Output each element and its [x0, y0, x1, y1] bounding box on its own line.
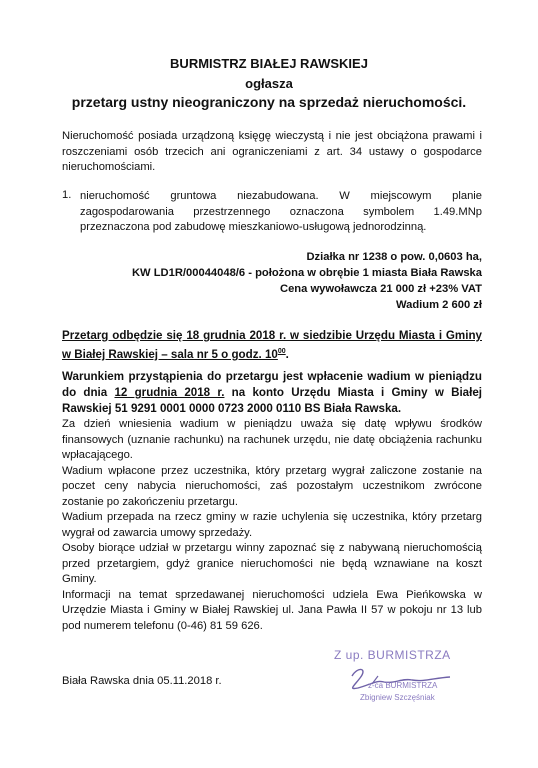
header-title: przetarg ustny nieograniczony na sprzedaż nieruchomości. [71, 94, 467, 110]
item-number: 1. [62, 189, 72, 201]
paragraph: Wadium wpłacone przez uczestnika, który przetarg wygrał zaliczone zostanie na poczet ceny nabycia nieruchomości, zaś pozostałym uczestnikom zwrócone zostanie po zakończeniu przetargu. [62, 464, 482, 508]
auction-info [62, 328, 482, 363]
item-description: nieruchomość gruntowa niezabudowana. W miejscowym planie zagospodarowania przestrzennego oznaczona symbolem 1.49.MNp przeznaczona pod zabudowę mieszkaniowo-usługową jednorodzinną. [80, 190, 482, 233]
deposit-condition [62, 369, 482, 417]
deposit-account: na konto Urzędu Miasta i Gminy w Białej Rawskiej 51 9291 0001 0000 0723 2000 0110 BS Biała Rawska. [62, 386, 482, 415]
signature-stamp [318, 648, 478, 728]
plot-detail: Działka nr 1238 o pow. 0,0603 ha, [306, 251, 482, 263]
deposit-deadline: 12 grudnia 2018 r. [114, 386, 225, 399]
deposit-amount: Wadium 2 600 zł [395, 299, 482, 311]
land-register-detail: KW LD1R/00044048/6 - położona w obrębie 1 miasta Biała Rawska [131, 267, 482, 279]
place-date: Biała Rawska dnia 05.11.2018 r. [62, 675, 222, 687]
stamp-name: Zbigniew Szczęśniak [360, 693, 435, 702]
starting-price: Cena wywoławcza 21 000 zł +23% VAT [280, 283, 482, 295]
stamp-title: Z up. BURMISTRZA [334, 648, 451, 662]
header-announces: ogłasza [245, 76, 293, 91]
auction-time-sup: 00 [277, 348, 286, 355]
header-authority: BURMISTRZ BIAŁEJ RAWSKIEJ [170, 56, 368, 71]
paragraph: Osoby biorące udział w przetargu winny zapoznać się z nabywaną nieruchomością przed przetargiem, gdyż granice nieruchomości nie będą wznawiane na koszt Gminy. [62, 542, 482, 585]
deposit-condition-text: Warunkiem przystąpienia do przetargu jest wpłacenie wadium w pieniądzu do dnia [62, 370, 482, 399]
auction-info-end: . [285, 347, 289, 361]
auction-info-text: Przetarg odbędzie się 18 grudnia 2018 r. w siedzibie Urzędu Miasta i Gminy w Białej Rawskiej – sala nr 5 o godz. 10 [62, 329, 482, 361]
paragraph: Za dzień wniesienia wadium w pieniądzu uważa się datę wpływu środków finansowych (uznanie rachunku) na rachunek urzędu, nie datę obciążenia rachunku wpłacającego. [62, 418, 482, 461]
intro-paragraph: Nieruchomość posiada urządzoną księgę wieczystą i nie jest obciążona prawami i roszczeniami osób trzecich ani ograniczeniami z art. 34 ustawy o gospodarce nieruchomościami. [62, 130, 482, 173]
stamp-role: z-ca BURMISTRZA [368, 681, 438, 690]
paragraph: Informacji na temat sprzedawanej nieruchomości udziela Ewa Pieńkowska w Urzędzie Miasta i Gminy w Białej Rawskiej ul. Jana Pawła II 57 w pokoju nr 13 lub pod numerem telefonu (0-46) 81 59 626. [62, 588, 482, 632]
conditions-block [62, 369, 482, 634]
paragraph: Wadium przepada na rzecz gminy w razie uchylenia się uczestnika, który przetarg wygrał od zawarcia umowy sprzedaży. [62, 511, 482, 539]
